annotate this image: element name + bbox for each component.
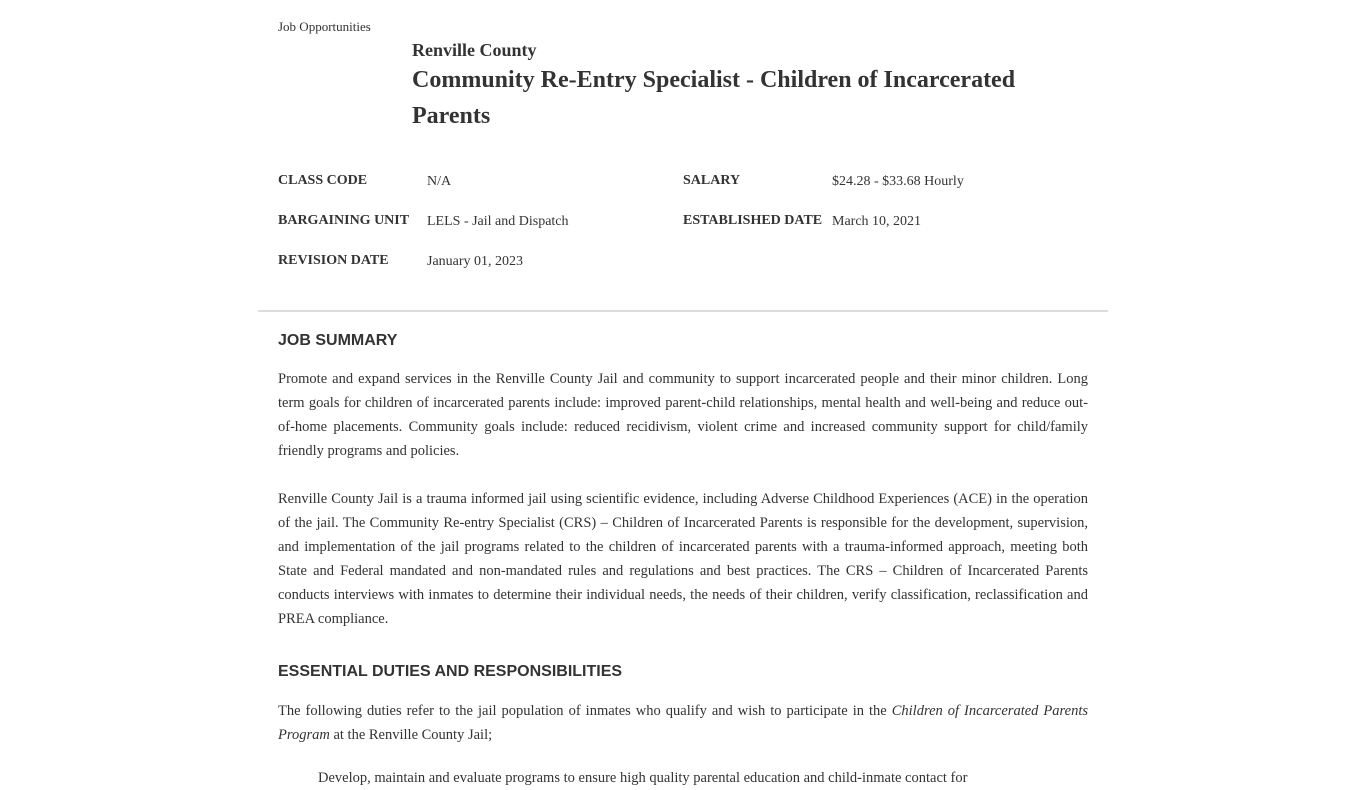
job-summary-heading: JOB SUMMARY [278,332,398,349]
job-opportunities-logo [278,19,378,35]
essential-duties-intro [278,699,1088,747]
spec-row [278,251,1088,291]
job-specs-table [278,171,1088,291]
salary-label: SALARY [683,173,741,188]
intro-text-end: at the Renville County Jail; [333,727,493,743]
duty-list-item: Develop, maintain and evaluate programs to ensure high quality parental education and child-inmate contact for [318,770,968,786]
established-date-value: March 10, 2021 [832,214,922,229]
job-summary-paragraph: Promote and expand services in the Renville County Jail and community to support incarcerated people and their minor children. Long term goals for children of incarcerated parents include: improved parent-child relationships, mental health and well-being and reduce out-of-home placements. Community goals include: reduced recidivism, violent crime and increased community support for child/family friendly programs and policies. [278,371,1088,459]
section-divider [258,310,1108,312]
intro-text: The following duties refer to the jail population of inmates who qualify and wish to participate in the [278,703,887,719]
revision-date-value: January 01, 2023 [427,254,524,269]
job-header [412,38,1052,134]
spec-row [278,171,1088,211]
revision-date-label: REVISION DATE [278,253,389,268]
job-posting-page [258,0,1108,786]
bargaining-unit-label: BARGAINING UNIT [278,213,410,228]
spec-row [278,211,1088,251]
essential-duties-heading: ESSENTIAL DUTIES AND RESPONSIBILITIES [278,663,623,680]
bargaining-unit-value: LELS - Jail and Dispatch [427,214,569,229]
class-code-label: CLASS CODE [278,173,368,188]
job-title: Community Re-Entry Specialist - Children of Incarcerated Parents [412,67,1016,129]
job-summary-paragraph: Renville County Jail is a trauma informed jail using scientific evidence, including Adverse Childhood Experiences (ACE) in the operation of the jail. The Community Re-entry Specialist (CRS) – Children of Incarcerated Parents is responsible for the development, supervision, and implementation of the jail programs related to the children of incarcerated parents with a trauma-informed approach, meeting both State and Federal mandated and non-mandated rules and regulations and best practices. The CRS – Children of Incarcerated Parents conducts interviews with inmates to determine their individual needs, the needs of their children, verify classification, reclassification and PREA compliance. [278,491,1088,627]
salary-value: $24.28 - $33.68 Hourly [832,174,964,189]
logo-alt-text: Job Opportunities [278,19,371,34]
job-description [278,330,1088,790]
class-code-value: N/A [427,174,452,189]
county-name: Renville County [412,40,537,60]
established-date-label: ESTABLISHED DATE [683,213,823,228]
program-name: Children of Incarcerated Parents Program [278,703,1088,743]
